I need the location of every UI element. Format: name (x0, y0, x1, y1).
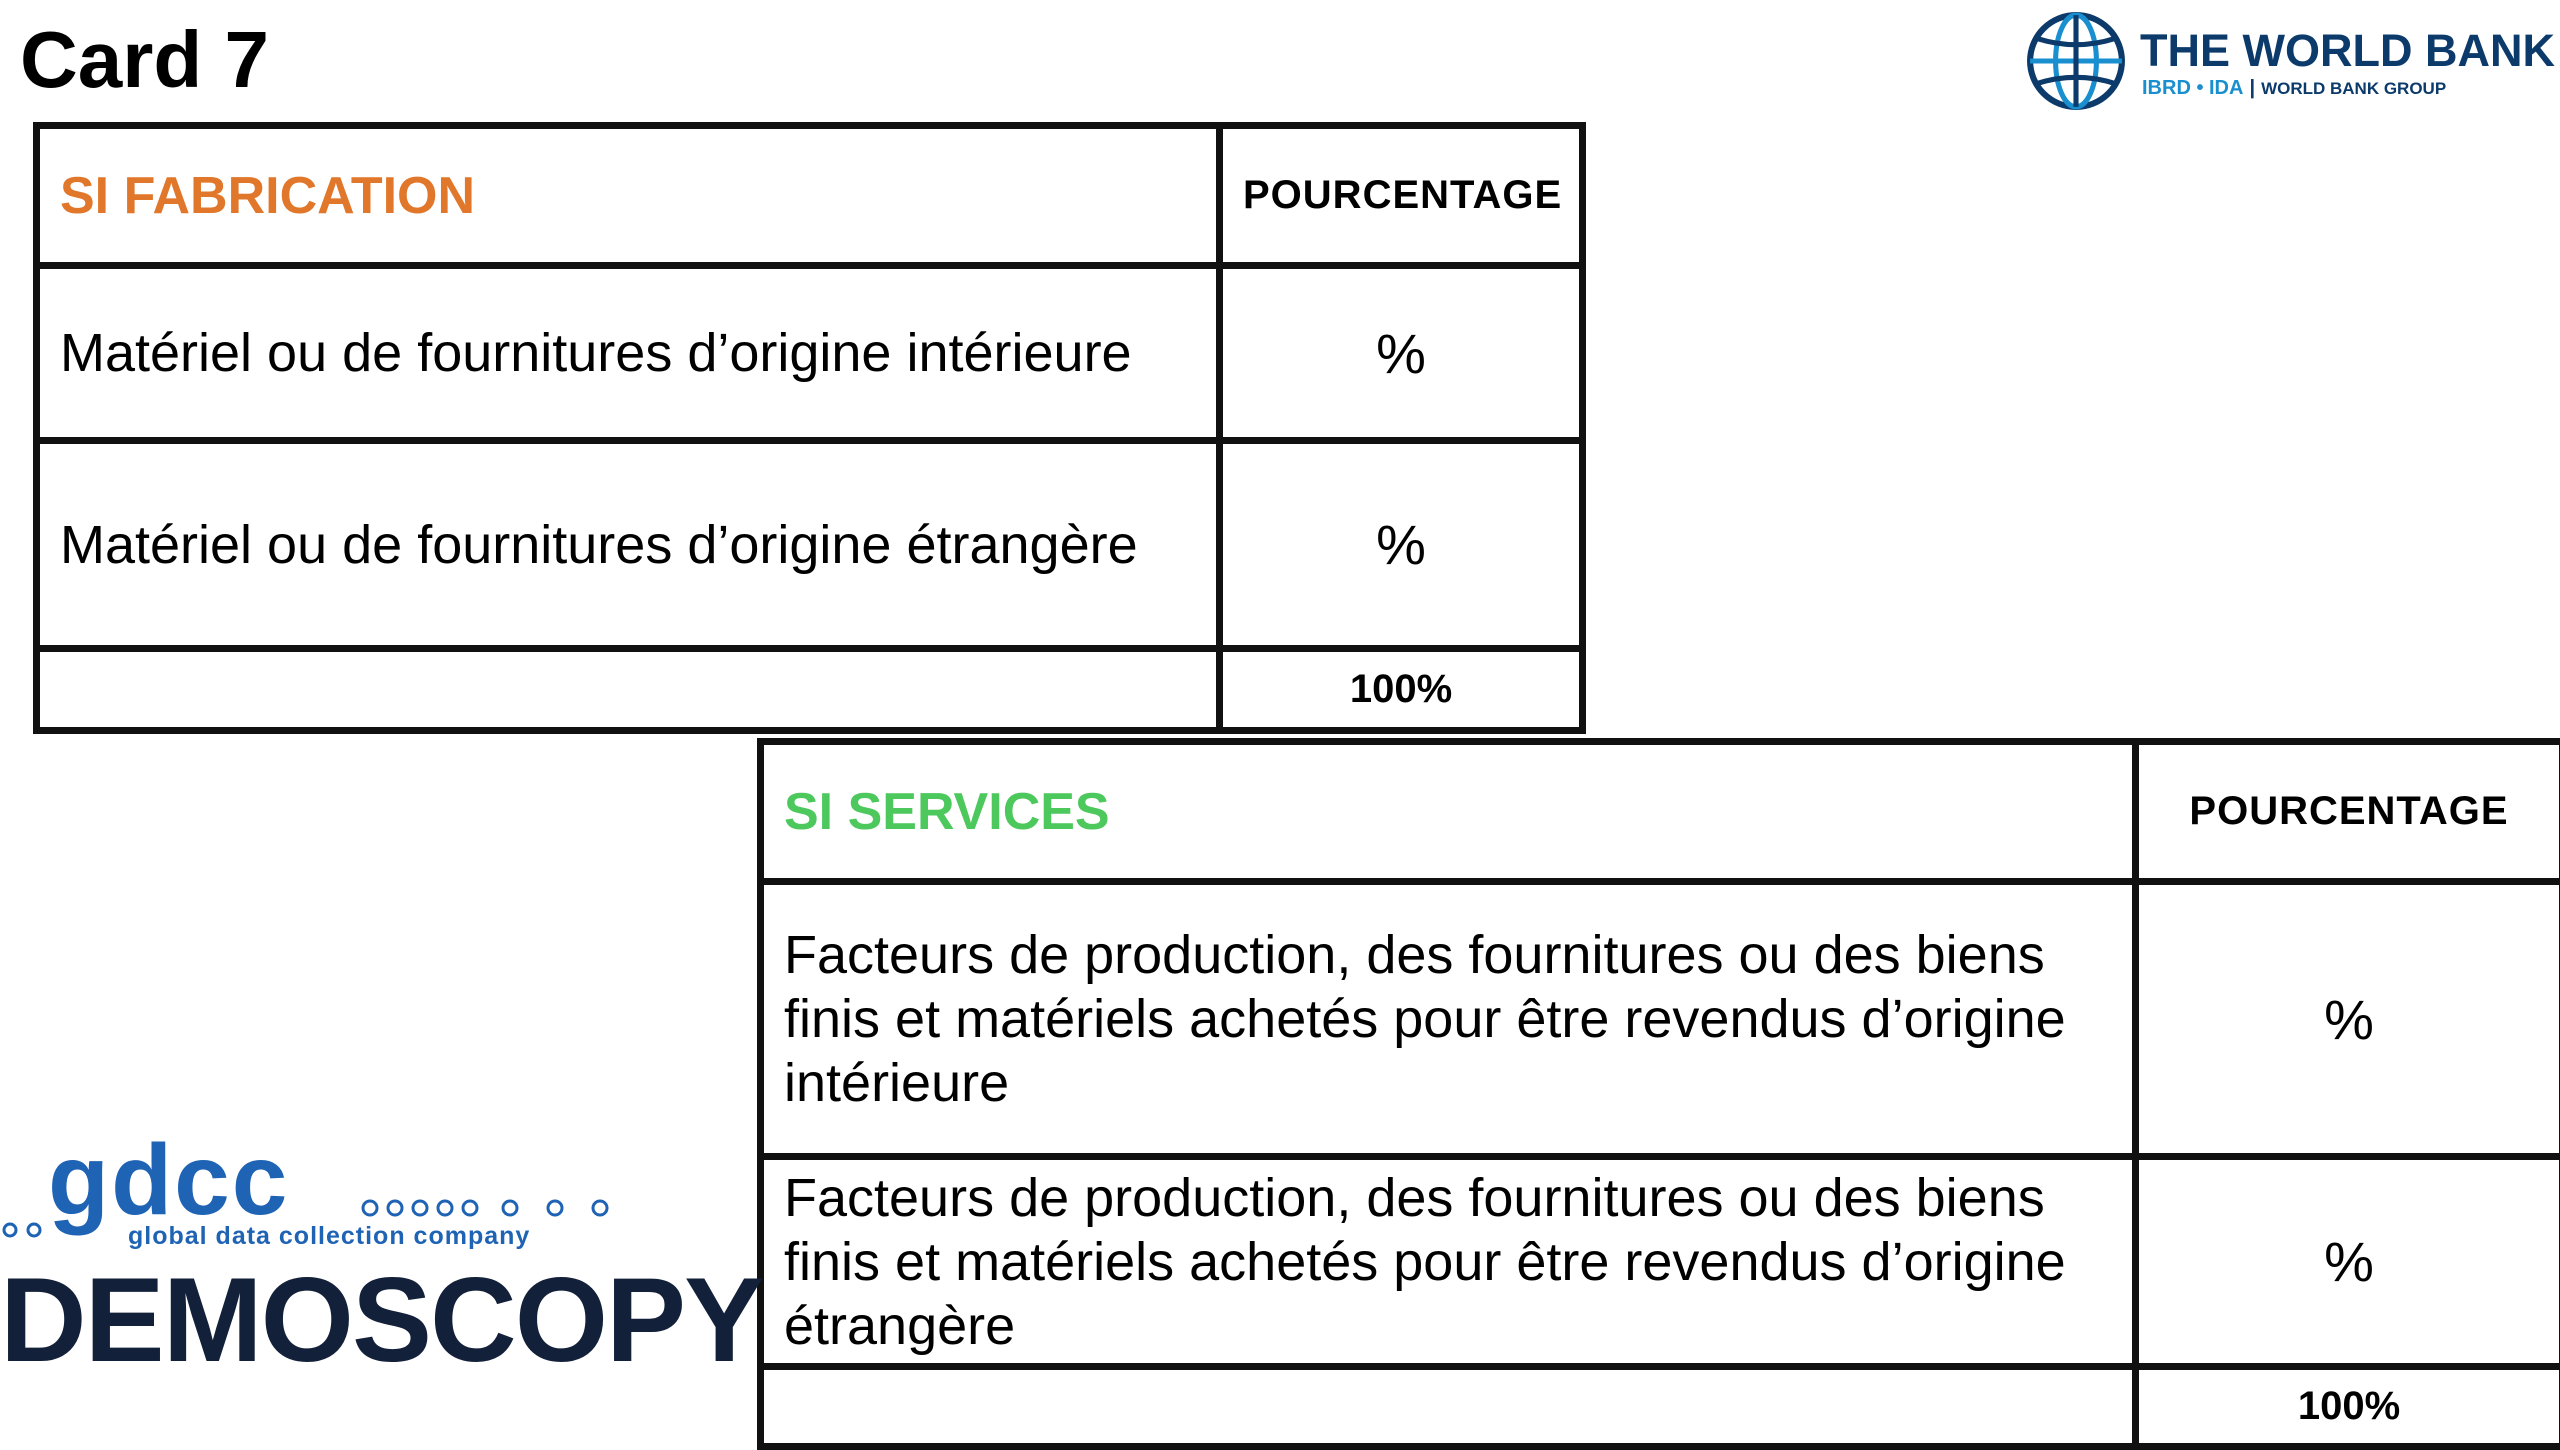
table-header-row (761, 742, 2560, 882)
gdcc-wordmark: gdcc (48, 1130, 289, 1230)
card-title: Card 7 (20, 10, 269, 110)
globe-icon (2025, 10, 2127, 112)
empty-cell (37, 649, 1220, 731)
total-cell: 100% (2136, 1367, 2560, 1447)
total-row (37, 649, 1583, 731)
services-header: SI SERVICES (761, 742, 2136, 882)
world-bank-group-label: WORLD BANK GROUP (2261, 79, 2446, 98)
row-label: Matériel ou de fournitures d’origine étrangère (37, 441, 1220, 649)
subtitle-separator: | (2243, 77, 2261, 99)
percentage-header: POURCENTAGE (1220, 126, 1583, 266)
table-header-row (37, 126, 1583, 266)
table-row (37, 441, 1583, 649)
row-label: Matériel ou de fournitures d’origine intérieure (37, 266, 1220, 441)
row-label: Facteurs de production, des fournitures ou des biens finis et matériels achetés pour être revendus d’origine étrangère (761, 1157, 2136, 1367)
table-row (761, 882, 2560, 1157)
gdcc-demoscopy-logo (0, 1130, 640, 1390)
world-bank-name: THE WORLD BANK (2140, 26, 2555, 76)
percentage-cell[interactable]: % (2136, 882, 2560, 1157)
world-bank-subtitle (2142, 76, 2446, 101)
percentage-header: POURCENTAGE (2136, 742, 2560, 882)
table-row (37, 266, 1583, 441)
ibrd-ida-label: IBRD • IDA (2142, 77, 2243, 99)
services-table (757, 738, 2560, 1450)
empty-cell (761, 1367, 2136, 1447)
percentage-cell[interactable]: % (2136, 1157, 2560, 1367)
row-label: Facteurs de production, des fournitures ou des biens finis et matériels achetés pour être revendus d’origine intérieure (761, 882, 2136, 1157)
world-bank-logo (2025, 10, 2530, 120)
fabrication-table (33, 122, 1586, 734)
percentage-cell[interactable]: % (1220, 441, 1583, 649)
fabrication-header: SI FABRICATION (37, 126, 1220, 266)
percentage-cell[interactable]: % (1220, 266, 1583, 441)
demoscopy-wordmark: DEMOSCOPY (0, 1260, 762, 1380)
gdcc-tagline: global data collection company (128, 1222, 530, 1251)
total-row (761, 1367, 2560, 1447)
table-row (761, 1157, 2560, 1367)
total-cell: 100% (1220, 649, 1583, 731)
